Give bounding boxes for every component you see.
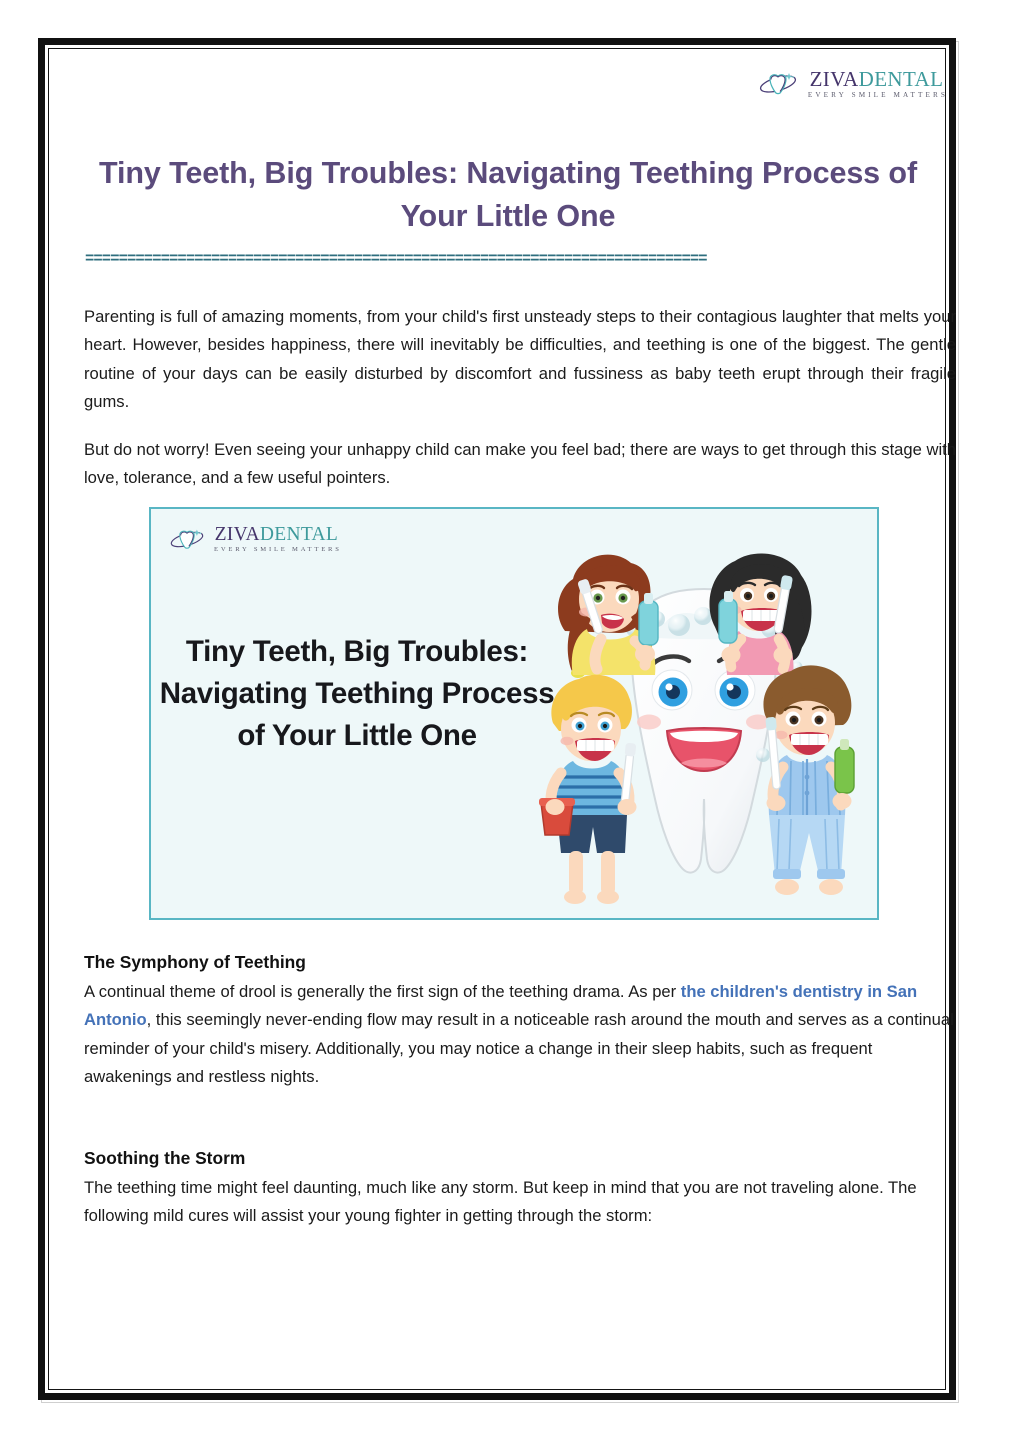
tooth-orbit-icon [758, 69, 798, 99]
tooth-orbit-icon [169, 526, 205, 553]
child-girl-dark-hair [709, 553, 811, 675]
symphony-text-after-link: , this seemingly never-ending flow may result in a noticeable rash around the mouth and serves as a continual reminder of your child's misery. Additionally, you may notice a change in their sleep habits, such as frequent awakenings and restless nights. [84, 1010, 954, 1086]
paragraph-intro: Parenting is full of amazing moments, from your child's first unsteady steps to their contagious laughter that melts your heart. However, besides happiness, there will inevitably be difficulties, and teething is one of the biggest. The gentle routine of your days can be easily disturbed by discomfort and fussiness as baby teeth erupt through their fragile gums. [84, 307, 956, 411]
header-brand-logo [758, 65, 948, 103]
symphony-text-before-link: A continual theme of drool is generally the first sign of the teething drama. As per [84, 982, 681, 1001]
brand-word-primary: ZIVA [809, 66, 859, 91]
paragraph-worry: But do not worry! Even seeing your unhappy child can make you feel bad; there are ways to get through this stage with love, tolerance, and a few useful pointers. [84, 440, 956, 488]
brand-wordmark [211, 525, 342, 553]
brand-tagline: EVERY SMILE MATTERS [214, 545, 342, 553]
section-heading-symphony: The Symphony of Teething [84, 952, 306, 972]
brand-tagline: EVERY SMILE MATTERS [807, 90, 948, 99]
paragraph-soothing: The teething time might feel daunting, much like any storm. But keep in mind that you are not traveling alone. The following mild cures will assist your young fighter in getting through the storm: [84, 1178, 917, 1226]
brand-word-primary: ZIVA [214, 524, 260, 545]
child-girl-braids [558, 555, 658, 678]
document-content [84, 60, 960, 1380]
brand-word-secondary: DENTAL [858, 66, 944, 91]
child-boy-blond [539, 675, 637, 904]
hero-heading: Tiny Teeth, Big Troubles: Navigating Teething Process of Your Little One [159, 635, 555, 752]
hero-image-card [149, 507, 879, 920]
child-boy-pajamas [763, 665, 854, 895]
link-childrens-dentistry-san-antonio[interactable]: the children's dentistry in San Antonio [84, 982, 918, 1030]
page-title: Tiny Teeth, Big Troubles: Navigating Teething Process of Your Little One [98, 156, 918, 233]
title-divider: ========================================================================== [85, 250, 707, 268]
hero-brand-logo [169, 525, 342, 553]
brand-wordmark [805, 66, 948, 99]
section-heading-soothing: Soothing the Storm [84, 1148, 246, 1168]
children-brushing-giant-tooth-illustration [539, 515, 869, 911]
brand-word-secondary: DENTAL [259, 524, 339, 545]
paragraph-symphony [84, 978, 958, 1091]
